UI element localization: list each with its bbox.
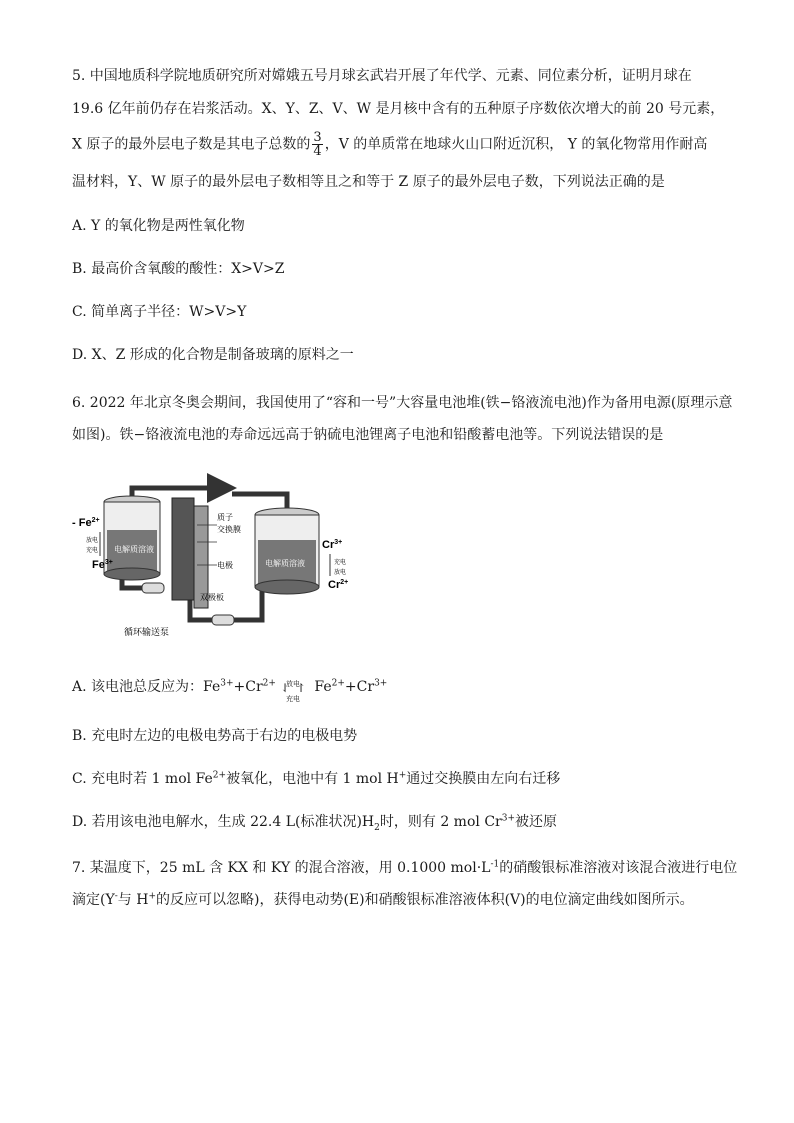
q6-option-d-sup: 3+ bbox=[501, 813, 515, 824]
fraction-numerator: 3 bbox=[313, 130, 322, 145]
q6-option-c-sup2: + bbox=[398, 770, 407, 781]
left-arrow-bottom: 充电 bbox=[86, 548, 99, 554]
q6-option-a-sup1: 3+ bbox=[220, 678, 234, 689]
q5-stem-line-2: 19.6 亿年前仍存在岩浆活动。X、Y、Z、V、W 是月核中含有的五种原子序数依次增大的前 20 号元素， bbox=[72, 101, 725, 117]
reversible-arrow-icon: ⇃ 放电 充电 ↾ bbox=[280, 676, 306, 698]
q6-option-c-sup1: 2+ bbox=[212, 770, 227, 781]
q6-option-b: B. 充电时左边的电极电势高于右边的电极电势 bbox=[72, 728, 358, 744]
q5-stem-line-1: 5. 中国地质科学院地质研究所对嫦娥五号月球玄武岩开展了年代学、元素、同位素分析，证明月球在 bbox=[72, 68, 692, 84]
membrane-label-2: 交换膜 bbox=[217, 525, 241, 534]
q5-stem-line-3-pre: X 原子的最外层电子数是其电子总数的 bbox=[72, 136, 311, 153]
q6-option-c-pre: C. 充电时若 1 mol Fe bbox=[72, 771, 213, 787]
q6-option-d-pre: D. 若用该电池电解水，生成 22.4 L(标准状况)H bbox=[72, 814, 375, 830]
q6-option-c bbox=[72, 769, 560, 789]
q6-option-c-mid: 被氧化，电池中有 1 mol H bbox=[226, 771, 399, 787]
q5-stem-line-3 bbox=[72, 131, 707, 158]
q5-option-c: C. 简单离子半径：W>V>Y bbox=[72, 304, 247, 320]
q6-option-d-sub: 2 bbox=[374, 822, 380, 833]
fe2-ion-label: - $Fe^{2+}$ bbox=[72, 517, 100, 529]
q6-option-a-sup3: 2+ bbox=[331, 678, 345, 689]
q6-option-a-sup2: 2+ bbox=[262, 678, 276, 689]
q6-option-a-pre: A. 该电池总反应为：Fe bbox=[72, 679, 221, 695]
q7-stem-line-1-post: 的硝酸银标准溶液对该混合液进行电位 bbox=[499, 860, 738, 876]
q5-option-b: B. 最高价含氧酸的酸性：X>V>Z bbox=[72, 261, 285, 277]
q7-stem-line-1-pre: 7. 某温度下，25 mL 含 KX 和 KY 的混合溶液，用 0.1000 mol·L bbox=[72, 860, 491, 876]
fraction-three-quarters bbox=[312, 131, 322, 158]
cr3-ion-label: $Cr^{3+}$ bbox=[322, 539, 343, 551]
q6-option-d-mid: 时，则有 2 mol Cr bbox=[379, 814, 502, 830]
pump-label: 循环输送泵 bbox=[124, 627, 170, 637]
q6-option-c-post: 通过交换膜由左向右迁移 bbox=[406, 771, 561, 787]
left-arrow-top: 放电 bbox=[86, 538, 99, 544]
fraction-denominator: 4 bbox=[313, 144, 322, 159]
fe3-ion-label: $Fe^{3+}$ bbox=[92, 559, 113, 571]
q6-option-a-mid2: Fe bbox=[309, 679, 332, 695]
q6-option-d-post: 被还原 bbox=[515, 814, 557, 830]
right-arrow-top: 充电 bbox=[334, 560, 347, 566]
left-tank-label: 电解质溶液 bbox=[114, 545, 154, 554]
reversible-arrow-bottom-label: 充电 bbox=[285, 695, 300, 703]
q6-option-d bbox=[72, 812, 557, 832]
cr2-ion-label: $Cr^{2+}$ bbox=[328, 579, 349, 591]
q7-stem-line-1-sup: -1 bbox=[490, 859, 500, 870]
q6-option-a bbox=[72, 676, 388, 703]
q6-stem-line-1: 6. 2022 年北京冬奥会期间，我国使用了“容和一号”大容量电池堆(铁−铬液流电池)作为备用电源(原理示意 bbox=[72, 395, 733, 411]
q6-option-a-mid3: +Cr bbox=[344, 679, 375, 695]
q7-stem-line-2-sup2: + bbox=[148, 891, 156, 902]
q7-stem-line-1 bbox=[72, 858, 737, 878]
q7-stem-line-2-post: 的反应可以忽略)，获得电动势(E)和硝酸银标准溶液体积(V)的电位滴定曲线如图所示。 bbox=[155, 892, 694, 908]
q6-option-a-sup4: 3+ bbox=[374, 678, 388, 689]
right-tank-label: 电解质溶液 bbox=[265, 559, 305, 568]
reversible-arrow-top-label: 放电 bbox=[285, 680, 300, 688]
membrane-label-1: 质子 bbox=[217, 513, 233, 522]
q5-option-a: A. Y 的氧化物是两性氧化物 bbox=[72, 218, 245, 234]
flow-battery-diagram bbox=[72, 470, 372, 640]
q5-option-d: D. X、Z 形成的化合物是制备玻璃的原料之一 bbox=[72, 347, 354, 363]
bipolar-plate-label: 双极板 bbox=[200, 593, 224, 602]
right-arrow-bottom: 放电 bbox=[334, 570, 347, 576]
q5-stem-line-4: 温材料，Y、W 原子的最外层电子数相等且之和等于 Z 原子的最外层电子数，下列说法正确的是 bbox=[72, 174, 665, 190]
q7-stem-line-2-mid: 与 H bbox=[117, 892, 149, 908]
q6-stem-line-2: 如图)。铁−铬液流电池的寿命远远高于钠硫电池锂离子电池和铅酸蓄电池等。下列说法错误的是 bbox=[72, 427, 664, 443]
q6-option-a-mid1: +Cr bbox=[233, 679, 263, 695]
q5-stem-line-3-post: ，V 的单质常在地球火山口附近沉积， Y 的氧化物常用作耐高 bbox=[324, 136, 708, 153]
q7-stem-line-2-sup1: - bbox=[114, 891, 118, 902]
q7-stem-line-2 bbox=[72, 890, 694, 910]
electrode-label: 电极 bbox=[217, 561, 233, 570]
q7-stem-line-2-pre: 滴定(Y bbox=[72, 892, 115, 908]
